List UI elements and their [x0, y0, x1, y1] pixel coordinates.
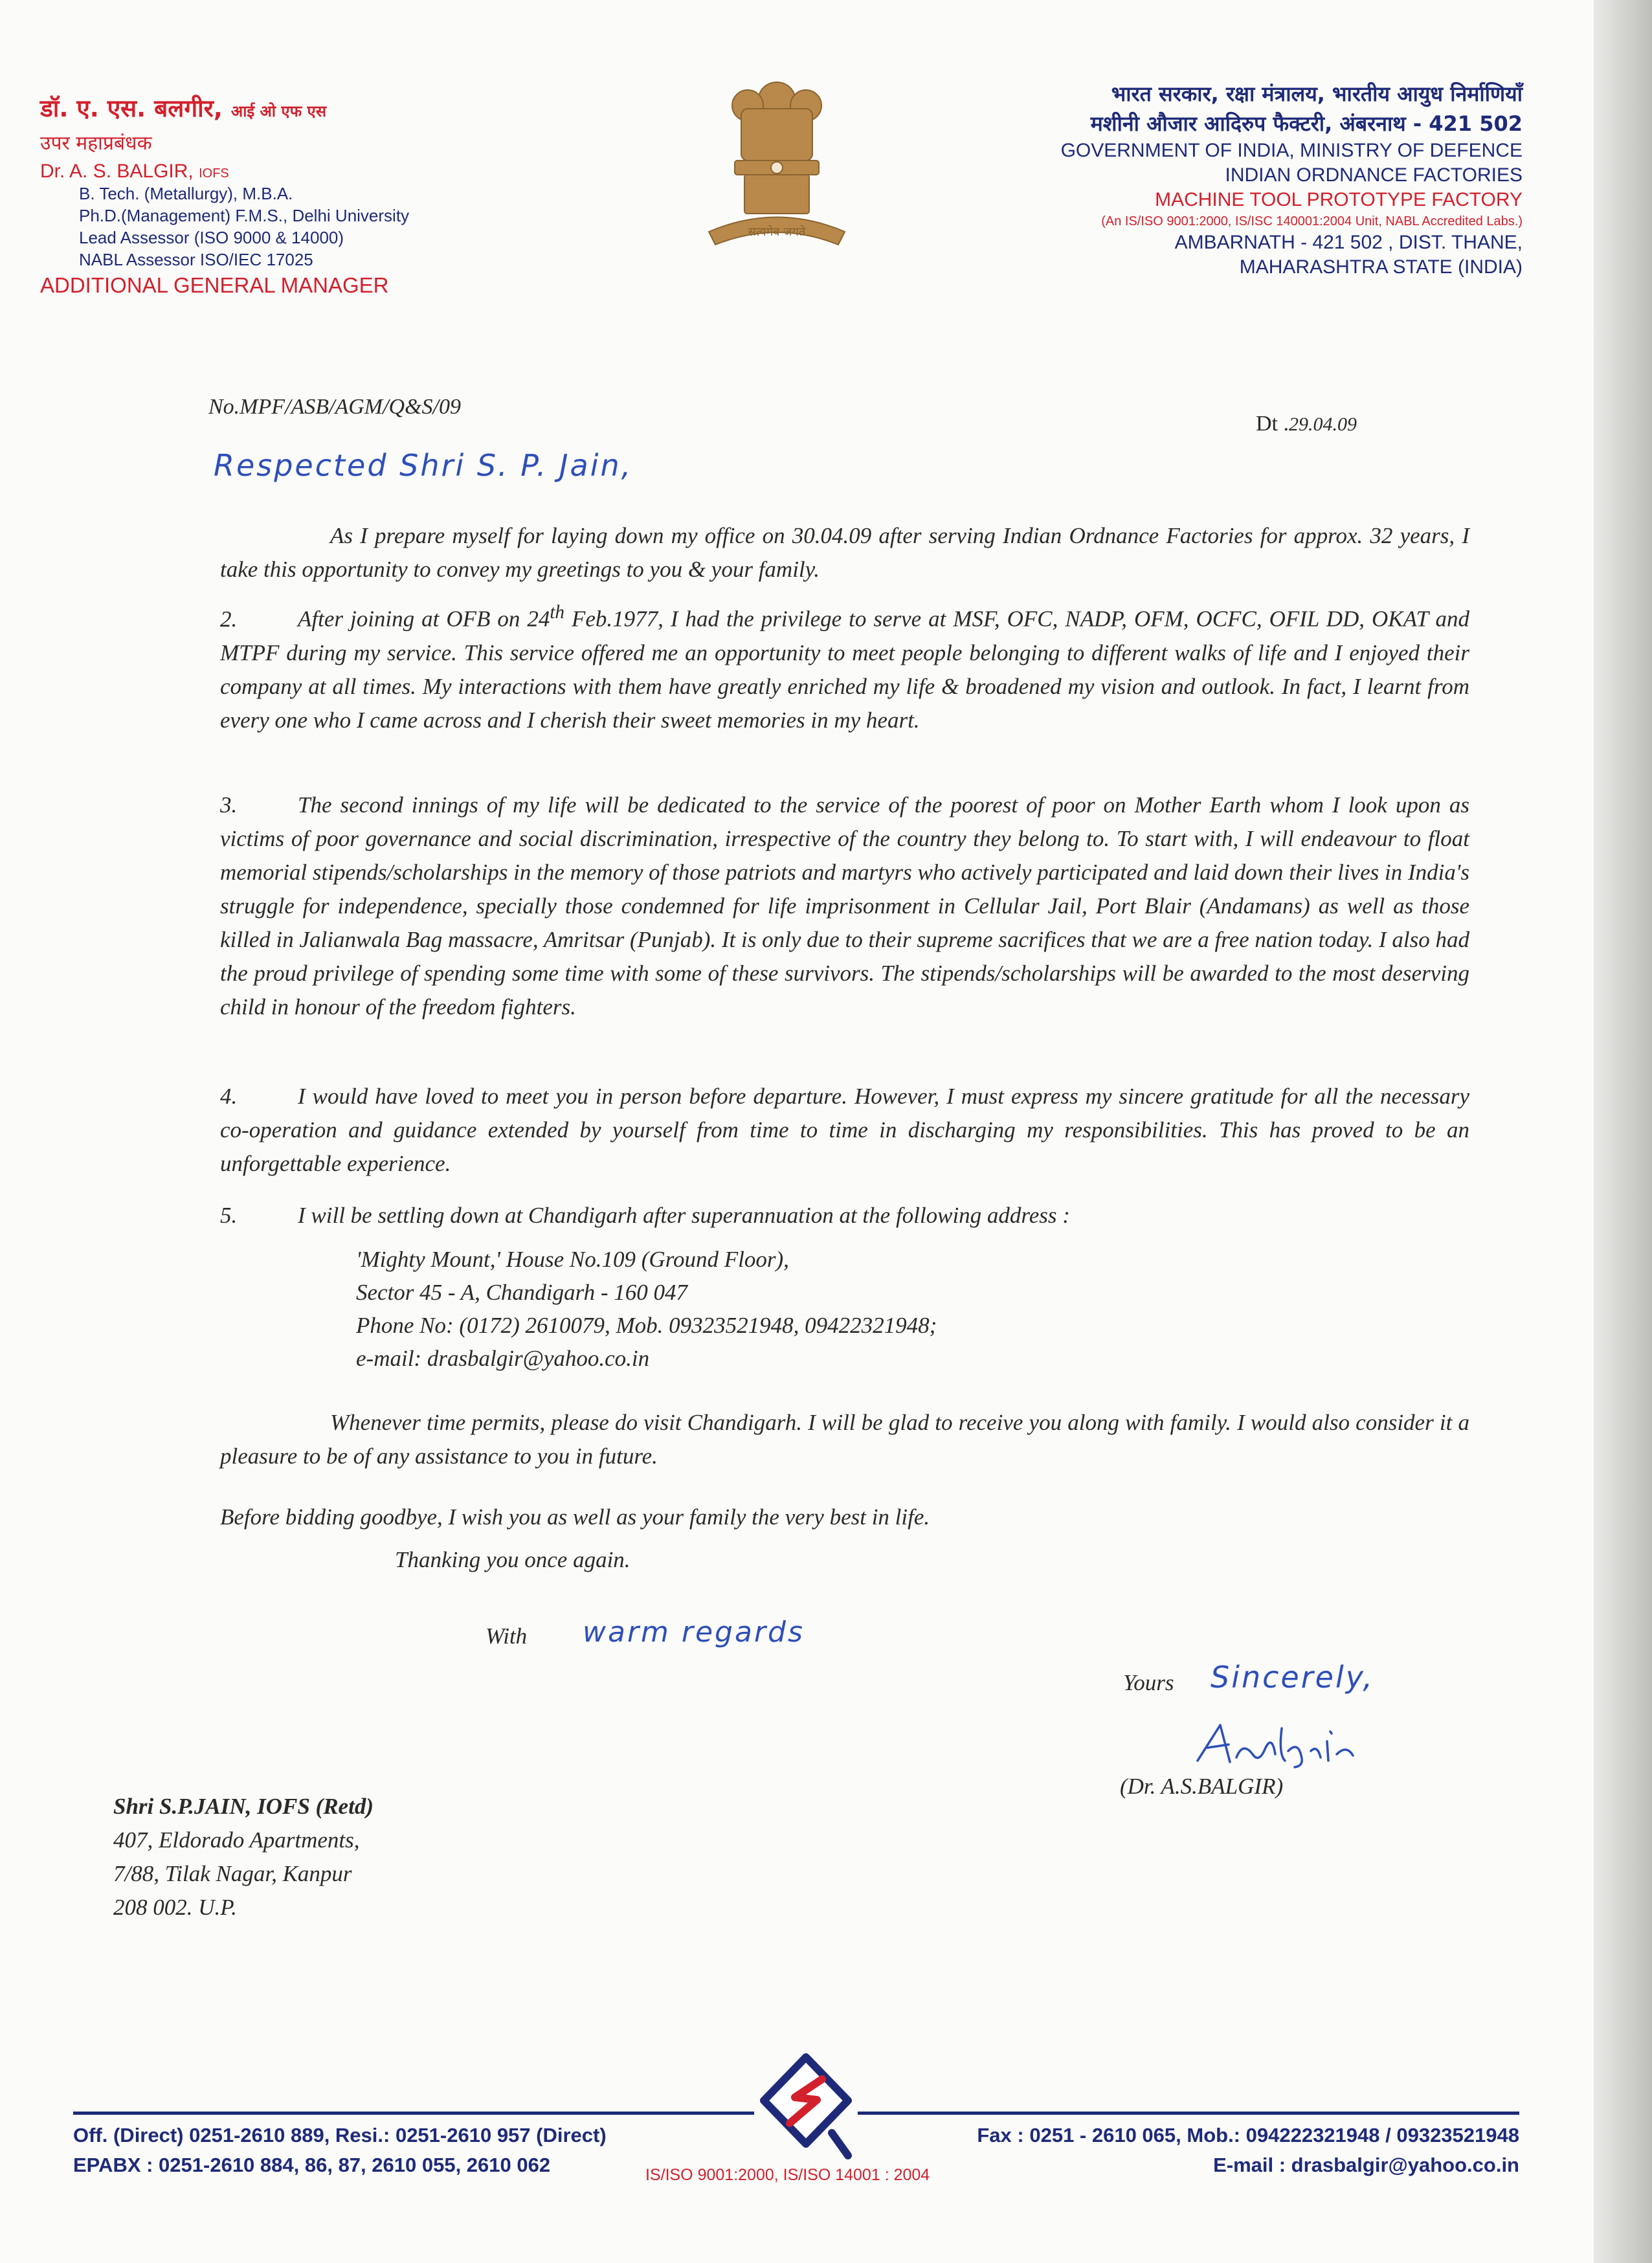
date-label: Dt .: [1256, 412, 1289, 436]
address-line: 'Mighty Mount,' House No.109 (Ground Floor),: [356, 1247, 789, 1272]
right-english-line: INDIAN ORDNANCE FACTORIES: [1225, 164, 1523, 186]
paragraph-5: [220, 1199, 1469, 1232]
factory-name: MACHINE TOOL PROTOTYPE FACTORY: [1155, 189, 1523, 210]
ordinal-superscript: th: [550, 602, 565, 623]
footer-phone-line: Off. (Direct) 0251-2610 889, Resi.: 0251-2610 957 (Direct): [73, 2124, 607, 2146]
right-address-line: AMBARNATH - 421 502 , DIST. THANE,: [1174, 232, 1523, 253]
english-name: [40, 161, 409, 183]
english-name-text: Dr. A. S. BALGIR,: [40, 161, 194, 182]
paragraph-4: [220, 1080, 1469, 1181]
right-address-line: MAHARASHTRA STATE (INDIA): [1239, 256, 1523, 278]
right-english-line: GOVERNMENT OF INDIA, MINISTRY OF DEFENCE: [1060, 140, 1523, 161]
closing-with: With: [486, 1623, 528, 1649]
paragraph-6-text: Whenever time permits, please do visit Chandigarh. I will be glad to receive you along with family. I would also consider it a pleasure to be of any assistance to you in future.: [220, 1410, 1469, 1469]
footer-rule-left: [73, 2112, 754, 2115]
paragraph-8-text: Thanking you once again.: [395, 1547, 631, 1572]
hindi-name: [40, 91, 409, 124]
paragraph-3-text: The second innings of my life will be dedicated to the service of the poorest of poor on Mother Earth whom I look upon as victims of poor governance and social discrimination, irrespective of the country they belong to. To start with, I will endeavour to float memorial stipends/scholarships in the memory of those patriots and martyrs who actively participated and laid down their lives in India's struggle for independence, specially those condemned for life imprisonment in Cellular Jail, Port Blair (Andamans) as well as those killed in Jalianwala Bag massacre, Amritsar (Punjab). It is only due to their supreme sacrifices that we are a free nation today. I also had the proud privilege of spending some time with some of these survivors. The stipends/scholarships will be awarded to the most deserving child in honour of the freedom fighters.: [220, 792, 1469, 1020]
paragraph-8: [395, 1543, 1172, 1577]
hindi-title: उपर महाप्रबंधक: [40, 132, 152, 155]
paragraph-6: [220, 1406, 1469, 1473]
page-edge-shadow: [1594, 0, 1652, 2263]
letter-date: [1256, 412, 1357, 436]
certification-note: (An IS/ISO 9001:2000, IS/ISC 140001:2004 Unit, NABL Accredited Labs.): [1101, 214, 1523, 229]
designation: ADDITIONAL GENERAL MANAGER: [40, 273, 389, 297]
paragraph-2-text-b: Feb.1977, I had the privilege to serve at MSF, OFC, NADP, OFM, OCFC, OFIL DD, OKAT and MTPF during my service. This service offered me an opportunity to meet people belonging to different walks of life and I enjoyed their company at all times. My interactions with them have greatly enriched my life & broadened my vision and outlook. In fact, I learnt from every one who I came across and I cherish their sweet memories in my heart.: [220, 606, 1469, 733]
emblem-motto: सत्यमेव जयते: [748, 225, 806, 239]
factory-logo-icon: [757, 2052, 854, 2162]
national-emblem-icon: [696, 70, 858, 258]
paragraph-3: [220, 788, 1469, 1024]
footer-rule-right: [858, 2112, 1519, 2115]
qualification-line: B. Tech. (Metallurgy), M.B.A.: [79, 184, 293, 203]
paragraph-1-text: As I prepare myself for laying down my office on 30.04.09 after serving Indian Ordnance Factories for approx. 32 years, I take this opportunity to convey my greetings to you & your family.: [220, 523, 1469, 582]
address-line: Sector 45 - A, Chandigarh - 160 047: [356, 1280, 688, 1305]
closing-yours: Yours: [1123, 1670, 1174, 1695]
footer-iso-note: IS/ISO 9001:2000, IS/ISO 14001 : 2004: [645, 2166, 930, 2184]
paragraph-5-text: I will be settling down at Chandigarh after superannuation at the following address :: [298, 1203, 1070, 1228]
paragraph-7: [220, 1500, 1469, 1534]
right-hindi-line: मशीनी औजार आदिरुप फैक्टरी, अंबरनाथ - 421 502: [1090, 111, 1523, 136]
address-line: Phone No: (0172) 2610079, Mob. 09323521948, 09422321948;: [356, 1313, 937, 1338]
footer-contact-right: [977, 2121, 1519, 2180]
recipient-address-line: 7/88, Tilak Nagar, Kanpur: [113, 1861, 352, 1886]
qualification-line: Lead Assessor (ISO 9000 & 14000): [79, 228, 344, 247]
footer-email-line: E-mail : drasbalgir@yahoo.co.in: [1213, 2154, 1519, 2176]
recipient-address-line: 407, Eldorado Apartments,: [113, 1827, 360, 1853]
handwritten-closing: warm regards: [583, 1616, 805, 1649]
handwritten-signature: [1191, 1715, 1359, 1774]
paragraph-2-text-a: After joining at OFB on 24: [298, 606, 550, 632]
paragraph-number: 5.: [220, 1203, 238, 1228]
date-value: 29.04.09: [1289, 414, 1357, 435]
right-hindi-line: भारत सरकार, रक्षा मंत्रालय, भारतीय आयुध निर्माणियाँ: [1111, 82, 1523, 106]
recipient-block: [113, 1790, 374, 1924]
letterhead-left: [40, 91, 409, 298]
paragraph-number: 2.: [220, 606, 238, 632]
recipient-address-line: 208 002. U.P.: [113, 1895, 237, 1920]
letterhead-right: [1061, 79, 1523, 280]
handwritten-sincerely: Sincerely,: [1211, 1660, 1374, 1695]
footer-contact-left: [73, 2121, 607, 2180]
recipient-name: Shri S.P.JAIN, IOFS (Retd): [113, 1794, 374, 1819]
forwarding-address: [356, 1243, 937, 1375]
signer-name: (Dr. A.S.BALGIR): [1120, 1774, 1284, 1799]
paragraph-number: 3.: [220, 792, 238, 818]
reference-number: No.MPF/ASB/AGM/Q&S/09: [208, 395, 462, 419]
paragraph-7-text: Before bidding goodbye, I wish you as well as your family the very best in life.: [220, 1504, 930, 1530]
qualification-line: Ph.D.(Management) F.M.S., Delhi University: [79, 206, 410, 225]
paragraph-number: 4.: [220, 1084, 238, 1109]
hindi-name-text: डॉ. ए. एस. बलगीर,: [40, 95, 223, 122]
footer-epabx-line: EPABX : 0251-2610 884, 86, 87, 2610 055, 2610 062: [73, 2154, 551, 2176]
handwritten-salutation: Respected Shri S. P. Jain,: [214, 448, 633, 483]
hindi-name-suffix: आई ओ एफ एस: [230, 102, 327, 120]
paragraph-4-text: I would have loved to meet you in person before departure. However, I must express my sincere gratitude for all the necessary co-operation and guidance extended by yourself from time to time in discharging my responsibilities. This has proved to be an unforgettable experience.: [220, 1084, 1469, 1176]
english-name-suffix: IOFS: [199, 166, 229, 181]
address-line: e-mail: drasbalgir@yahoo.co.in: [356, 1346, 650, 1371]
footer-fax-line: Fax : 0251 - 2610 065, Mob.: 094222321948 / 09323521948: [977, 2124, 1519, 2146]
paragraph-1: [220, 519, 1469, 586]
qualification-line: NABL Assessor ISO/IEC 17025: [79, 250, 313, 269]
paragraph-2: [220, 596, 1469, 737]
